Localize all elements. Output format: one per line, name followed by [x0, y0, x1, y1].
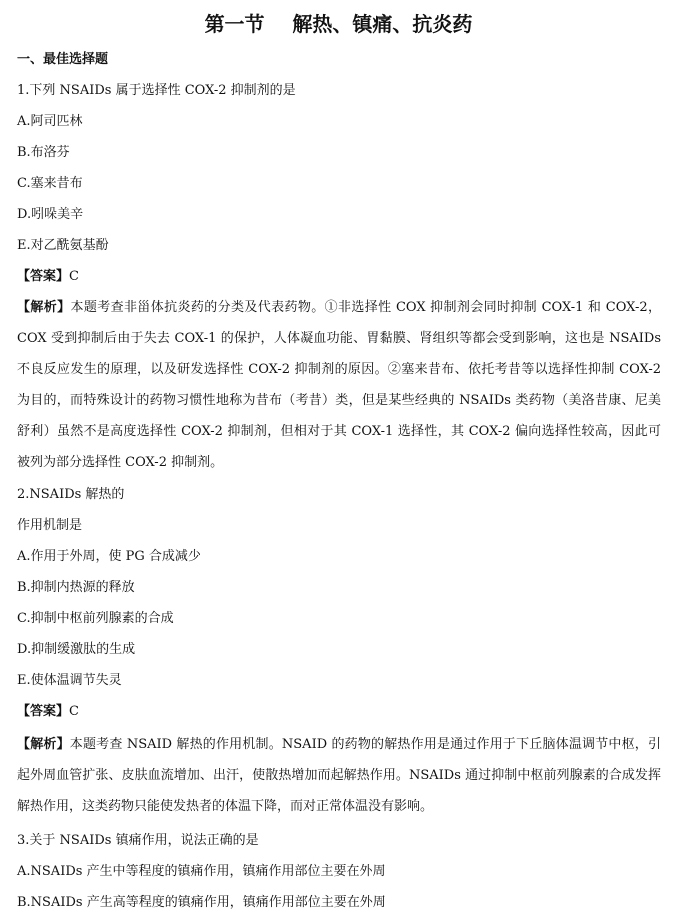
answer-value: C	[69, 704, 79, 719]
analysis-tag: 【解析】	[17, 737, 70, 752]
q1-option-c: C.塞来昔布	[17, 176, 83, 191]
q2-answer	[17, 702, 79, 722]
q2-analysis	[17, 729, 661, 822]
q2-option-d: D.抑制缓激肽的生成	[17, 642, 136, 657]
analysis-text: 本题考查 NSAID 解热的作用机制。NSAID 的药物的解热作用是通过作用于下丘脑体温调节中枢，引起外周血管扩张、皮肤血流增加、出汗，使散热增加而起解热作用。NSAIDs 通过抑制中枢前列腺素的合成发挥解热作用，这类药物只能使发热者的体温下降，而对正常体温没有影响。	[17, 737, 661, 814]
answer-tag: 【答案】	[17, 269, 70, 284]
answer-tag: 【答案】	[17, 704, 70, 719]
section-heading: 一、最佳选择题	[17, 52, 109, 67]
q1-answer	[17, 267, 79, 287]
analysis-tag: 【解析】	[17, 300, 71, 315]
question-1-stem: 1.下列 NSAIDs 属于选择性 COX-2 抑制剂的是	[17, 83, 296, 98]
q2-option-a: A.作用于外周，使 PG 合成减少	[17, 549, 201, 564]
analysis-text: 本题考查非甾体抗炎药的分类及代表药物。①非选择性 COX 抑制剂会同时抑制 COX-1 和 COX-2，COX 受到抑制后由于失去 COX-1 的保护，人体凝血功能、胃黏膜、肾组织等都会受到影响，这也是 NSAIDs 不良反应发生的原理，以及研发选择性 COX-2 抑制剂的原因。②塞来昔布、依托考昔等以选择性抑制 COX-2 为目的，而特殊设计的药物习惯性地称为昔布（考昔）类，但是某些经典的 NSAIDs 类药物（美洛昔康、尼美舒利）虽然不是高度选择性 COX-2 抑制剂，但相对于其 COX-1 选择性，其 COX-2 偏向选择性较高，因此可被列为部分选择性 COX-2 抑制剂。	[17, 300, 661, 470]
q3-option-b: B.NSAIDs 产生高等程度的镇痛作用，镇痛作用部位主要在外周	[17, 895, 386, 910]
q2-option-e: E.使体温调节失灵	[17, 673, 122, 688]
q2-option-b: B.抑制内热源的释放	[17, 580, 135, 595]
q1-option-e: E.对乙酰氨基酚	[17, 238, 109, 253]
question-2-stem-line2: 作用机制是	[17, 518, 83, 533]
question-3-stem: 3.关于 NSAIDs 镇痛作用，说法正确的是	[17, 833, 259, 848]
q1-option-d: D.吲哚美辛	[17, 207, 84, 222]
q1-analysis	[17, 292, 661, 478]
q2-option-c: C.抑制中枢前列腺素的合成	[17, 611, 174, 626]
q1-option-a: A.阿司匹林	[17, 114, 83, 129]
page-title: 第一节 解热、镇痛、抗炎药	[204, 12, 473, 36]
question-2-stem-line1: 2.NSAIDs 解热的	[17, 487, 125, 502]
answer-value: C	[69, 269, 79, 284]
q3-option-a: A.NSAIDs 产生中等程度的镇痛作用，镇痛作用部位主要在外周	[17, 864, 386, 879]
q1-option-b: B.布洛芬	[17, 145, 70, 160]
